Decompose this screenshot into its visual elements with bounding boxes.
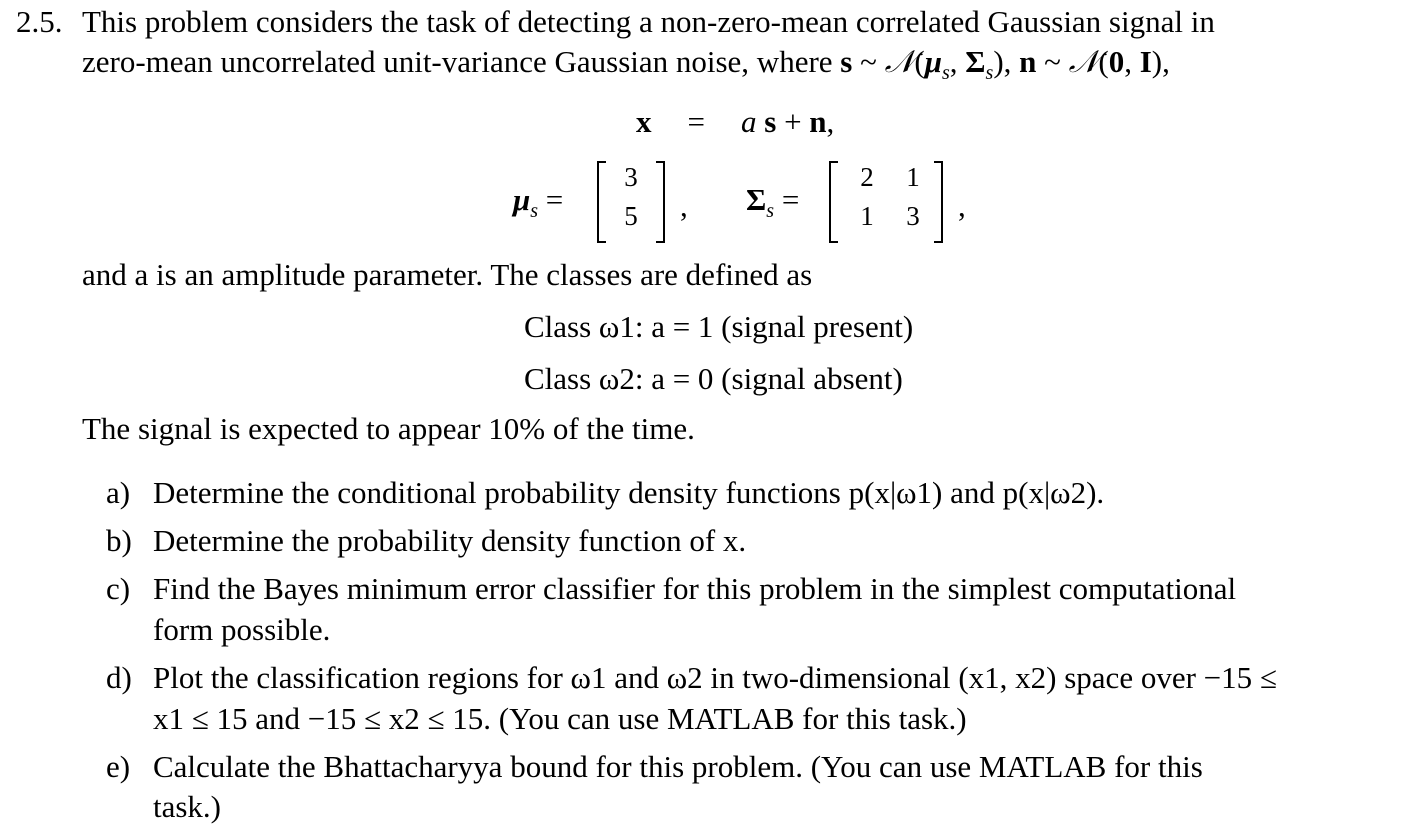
intro-line-1: This problem considers the task of detecting a non-zero-mean correlated Gaussian signal in — [82, 4, 1215, 39]
part-e-text: Calculate the Bhattacharyya bound for this problem. (You can use MATLAB for this — [153, 749, 1203, 784]
equation-observation: x = a s + n, — [636, 104, 835, 139]
sigma-s-entry: 2 — [860, 162, 874, 192]
class-2-definition: Class ω2: a = 0 (signal absent) — [524, 361, 903, 396]
part-c-text: Find the Bayes minimum error classifier for this problem in the simplest computational — [153, 571, 1237, 606]
sigma-s-entry: 3 — [906, 201, 920, 231]
prior-line: The signal is expected to appear 10% of the time. — [82, 411, 695, 446]
mu-s-entry: 3 — [624, 162, 638, 192]
signal-noise-distribution: s ~ $𝒩(\mu_s$, $\Sigma_s$), n ~ 𝒩(0, I), — [840, 44, 1170, 84]
sigma-s-right-bracket — [934, 161, 943, 243]
part-e-text: task.) — [153, 789, 222, 824]
mu-s-right-bracket — [656, 161, 665, 243]
mu-s-symbol: $\mu_s$ = — [513, 182, 564, 222]
part-a-text: Determine the conditional probability density functions p(x|ω1) and p(x|ω2). — [153, 475, 1105, 510]
sigma-s-entry: 1 — [860, 201, 874, 231]
mu-s-entry: 5 — [624, 201, 638, 231]
class-1-definition: Class ω1: a = 1 (signal present) — [524, 309, 914, 344]
part-label: b) — [106, 523, 132, 558]
part-c-text: form possible. — [153, 612, 331, 647]
part-d-text: Plot the classification regions for ω1 and ω2 in two-dimensional (x1, x2) space over −15 ≤ — [153, 660, 1277, 695]
intro-line-2-text: zero-mean uncorrelated unit-variance Gaussian noise, where — [82, 44, 833, 79]
part-label: d) — [106, 660, 132, 695]
part-d-text: x1 ≤ 15 and −15 ≤ x2 ≤ 15. (You can use MATLAB for this task.) — [153, 701, 967, 736]
part-label: e) — [106, 749, 131, 784]
sigma-s-symbol: $\Sigma_s$ = — [746, 182, 800, 222]
intro-line-2 — [82, 44, 1170, 84]
mu-s-left-bracket — [597, 161, 606, 243]
part-label: c) — [106, 571, 131, 606]
problem-number: 2.5. — [16, 4, 63, 39]
comma: , — [958, 188, 966, 223]
sigma-s-entry: 1 — [906, 162, 920, 192]
comma: , — [680, 188, 688, 223]
amplitude-line: and a is an amplitude parameter. The classes are defined as — [82, 257, 813, 292]
part-b-text: Determine the probability density function of x. — [153, 523, 747, 558]
sigma-s-left-bracket — [829, 161, 838, 243]
part-label: a) — [106, 475, 131, 510]
